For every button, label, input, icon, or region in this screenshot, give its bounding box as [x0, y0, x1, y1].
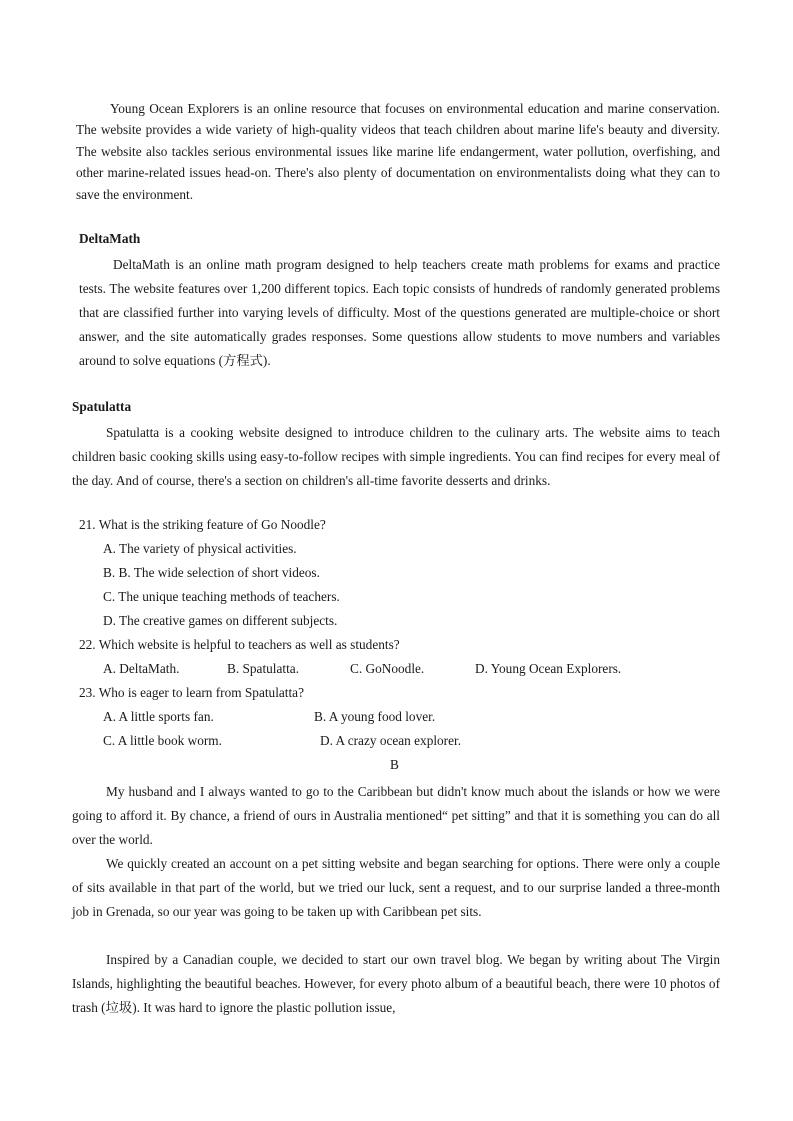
spatulatta-paragraph: Spatulatta is a cooking website designed to introduce children to the culinary arts. The website aims to teach children basic cooking skills using easy-to-follow recipes with simple ingredients. You can find recipes for every meal of the day. And of course, there's a section on children's all-time favorite desserts and drinks.	[72, 425, 720, 488]
question-21-option-d: D. The creative games on different subjects.	[103, 613, 338, 628]
question-23-option-a: A. A little sports fan.	[103, 709, 214, 724]
question-22-option-c: C. GoNoodle.	[350, 661, 425, 676]
question-23-option-d: D. A crazy ocean explorer.	[320, 733, 462, 748]
question-23-option-b: B. A young food lover.	[314, 709, 436, 724]
question-21-option-a: A. The variety of physical activities.	[103, 541, 297, 556]
question-22-stem: 22. Which website is helpful to teachers as well as students?	[79, 637, 400, 652]
section-b-label: B	[390, 757, 399, 772]
young-ocean-explorers-paragraph: Young Ocean Explorers is an online resource that focuses on environmental education and marine conservation. The website provides a wide variety of high-quality videos that teach children about marine life's beauty and diversity. The website also tackles serious environmental issues like marine life endangerment, water pollution, overfishing, and other marine-related issues head-on. There's also plenty of documentation on environmentalists doing what they can to save the environment.	[76, 101, 720, 202]
spatulatta-heading: Spatulatta	[72, 399, 132, 414]
question-23-option-c: C. A little book worm.	[103, 733, 222, 748]
section-b-paragraph-3: Inspired by a Canadian couple, we decided to start our own travel blog. We began by writing about The Virgin Islands, highlighting the beautiful beaches. However, for every photo album of a beautiful beach, there were 10 photos of trash (垃圾). It was hard to ignore the plastic pollution issue,	[72, 952, 720, 1015]
question-22-option-d: D. Young Ocean Explorers.	[475, 661, 622, 676]
question-22-option-b: B. Spatulatta.	[227, 661, 300, 676]
section-b-paragraph-1: My husband and I always wanted to go to the Caribbean but didn't know much about the islands or how we were going to afford it. By chance, a friend of ours in Australia mentioned“ pet sitting” and that it is something you can do all over the world.	[72, 784, 720, 847]
question-21-stem: 21. What is the striking feature of Go Noodle?	[79, 517, 326, 532]
deltamath-paragraph: DeltaMath is an online math program designed to help teachers create math problems for exams and practice tests. The website features over 1,200 different topics. Each topic consists of hundreds of randomly generated problems that are classified further into varying levels of difficulty. Most of the questions generated are multiple-choice or short answer, and the site automatically grades responses. Some questions allow students to move numbers and variables around to solve equations (方程式).	[79, 257, 720, 368]
deltamath-heading: DeltaMath	[79, 231, 141, 246]
question-23-stem: 23. Who is eager to learn from Spatulatta?	[79, 685, 304, 700]
question-21-option-c: C. The unique teaching methods of teachers.	[103, 589, 340, 604]
section-b-paragraph-2: We quickly created an account on a pet sitting website and began searching for options. There were only a couple of sits available in that part of the world, but we tried our luck, sent a request, and to our surprise landed a three-month job in Grenada, so our year was going to be taken up with Caribbean pet sits.	[72, 856, 720, 919]
question-22-option-a: A. DeltaMath.	[103, 661, 180, 676]
question-21-option-b: B. B. The wide selection of short videos.	[103, 565, 320, 580]
